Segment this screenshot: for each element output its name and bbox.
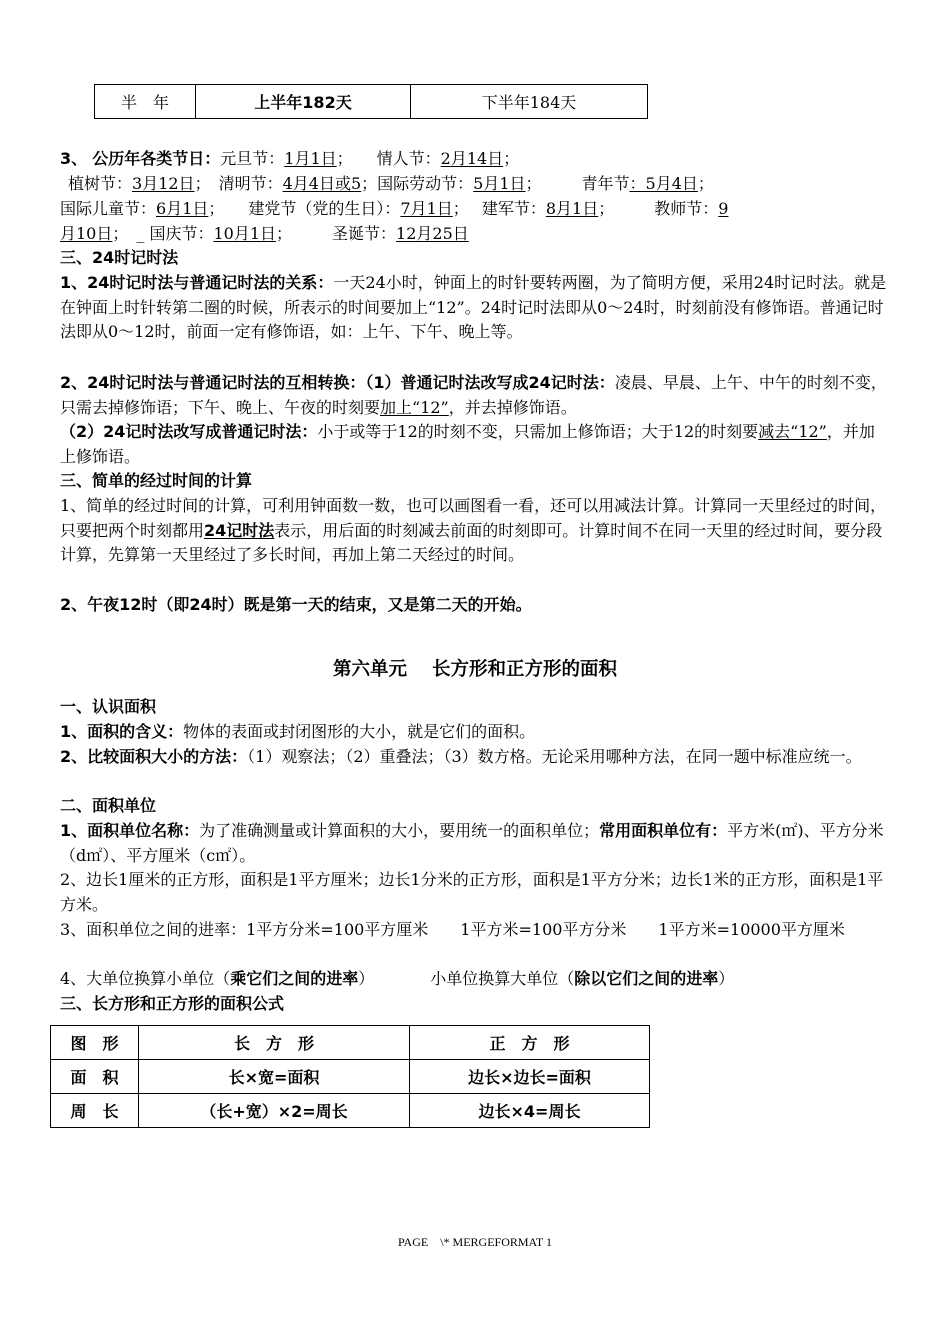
para-text: ，并去掉修饰语。 xyxy=(448,397,577,417)
para-text: 为了准确测量或计算面积的大小，要用统一的面积单位； xyxy=(199,821,600,840)
date: 月10日 xyxy=(60,224,113,243)
date: 7月1日 xyxy=(400,199,453,218)
para-title: 2、24时记时法与普通记时法的互相转换：（1）普通记时法改写成24记时法： xyxy=(60,373,615,392)
date: 1月1日 xyxy=(284,149,337,168)
date: ：5月4日 xyxy=(629,174,698,193)
row-label-area: 面 积 xyxy=(51,1060,139,1094)
formula-header-shape: 图 形 xyxy=(51,1026,139,1060)
holidays-line-1 xyxy=(60,147,888,172)
txt: ； _ 国庆节： xyxy=(112,224,214,243)
unit6-s2-p3: 3、面积单位之间的进率：1平方分米=100平方厘米 1平方米=100平方分米 1平方米=10000平方厘米 xyxy=(60,920,845,939)
date: 10月1日 xyxy=(213,224,277,243)
para-text: 一天24小时，钟面上的时针要转两圈，为了简明方便，采用24时记时法。就是在钟面上时针转第二圈的时候，所表示的时间要加上“12”。24时记时法即从0～24时，时刻前没有修饰语。普通记时法即从0～12时，前面一定有修饰语，如：上午、下午、晚上等。 xyxy=(60,273,887,341)
date: 5月1日 xyxy=(473,174,526,193)
holidays-line-4 xyxy=(60,222,888,247)
section-24h-p1 xyxy=(60,271,888,345)
holidays-num: 3、 xyxy=(60,149,88,168)
date: 6月1日 xyxy=(156,199,209,218)
para-title: 2、比较面积大小的方法： xyxy=(60,747,248,766)
para-text: 1、简单的经过时间的计算，可利用钟面数一数，也可以画图看一看，还可以用减法计算。计算同一天里经过的时间，只要把两个时刻都用 xyxy=(60,496,887,540)
table-row xyxy=(51,1094,650,1128)
cell-half-year: 半 年 xyxy=(95,85,196,119)
holidays-title: 公历年各类节日： xyxy=(92,149,221,168)
unit6-s1-title: 一、认识面积 xyxy=(60,697,157,716)
para-underline: 减去“12” xyxy=(758,422,827,441)
date: 3月12日 xyxy=(132,174,195,193)
para-title: 1、面积单位名称： xyxy=(60,821,200,840)
txt: ； 建军节： xyxy=(452,199,546,218)
square-perimeter-formula: 边长×4=周长 xyxy=(410,1094,650,1128)
cell-second-half: 下半年184天 xyxy=(411,85,648,119)
txt: ； 青年节 xyxy=(525,174,630,193)
formula-header-rect: 长 方 形 xyxy=(139,1026,410,1060)
section-24h-title: 三、24时记时法 xyxy=(60,248,179,267)
txt: 元旦节： xyxy=(220,149,285,168)
section-elapsed-p2: 2、午夜12时（即24时）既是第一天的结束，又是第二天的开始。 xyxy=(60,595,532,614)
rect-area-formula: 长×宽=面积 xyxy=(139,1060,410,1094)
para-bold: 除以它们之间的进率 xyxy=(574,969,719,988)
unit6-s2-p1 xyxy=(60,819,888,868)
para-text: 4、大单位换算小单位（ xyxy=(60,969,231,988)
page-footer: PAGE \* MERGEFORMAT 1 xyxy=(397,1235,553,1249)
para-underline: 加上“12” xyxy=(380,397,449,417)
table-row xyxy=(51,1060,650,1094)
date: 9 xyxy=(718,199,729,218)
txt: ； xyxy=(503,149,520,168)
date: 4月4日或5 xyxy=(282,174,362,193)
holidays-line-2 xyxy=(68,172,896,197)
para-title: 常用面积单位有： xyxy=(599,821,728,840)
para-text: ，并加上修饰语。 xyxy=(60,422,875,466)
section-elapsed-title: 三、简单的经过时间的计算 xyxy=(60,471,253,490)
formula-table xyxy=(50,1025,650,1128)
para-text: 表示，用后面的时刻减去前面的时刻即可。计算时间不在同一天里的经过时间，要分段计算，先算第一天里经过了多长时间，再加上第二天经过的时间。 xyxy=(60,520,883,564)
unit6-s3-title: 三、长方形和正方形的面积公式 xyxy=(60,994,285,1013)
txt: ； 圣诞节： xyxy=(276,224,397,243)
square-area-formula: 边长×边长=面积 xyxy=(410,1060,650,1094)
holidays-line-3 xyxy=(60,197,888,222)
para-text: 凌晨、早晨、上午、中午的时刻不变，只需去掉修饰语；下午、晚上、午夜的时刻要 xyxy=(60,373,887,417)
para-text: ） 小单位换算大单位（ xyxy=(358,969,575,988)
txt: ； 清明节： xyxy=(194,174,283,193)
unit6-s2-title: 二、面积单位 xyxy=(60,796,157,815)
date: 8月1日 xyxy=(545,199,599,218)
rect-perimeter-formula: （长+宽）×2=周长 xyxy=(139,1094,410,1128)
para-text: 平方米(㎡)、平方分米（d㎡）、平方厘米（c㎡）。 xyxy=(60,821,884,865)
txt: 国际儿童节： xyxy=(60,199,157,218)
section-24h-p3 xyxy=(60,420,888,469)
unit6-s2-p2: 2、边长1厘米的正方形，面积是1平方厘米；边长1分米的正方形，面积是1平方分米；边长1米的正方形，面积是1平方米。 xyxy=(60,870,884,914)
para-title: 1、24时记时法与普通记时法的关系： xyxy=(60,273,334,292)
unit6-s2-p4 xyxy=(60,967,888,992)
txt: 植树节： xyxy=(68,174,133,193)
date: 12月25日 xyxy=(396,224,469,243)
date: 2月14日 xyxy=(440,149,504,168)
unit6-s1-p2 xyxy=(60,745,888,770)
para-title: 1、面积的含义： xyxy=(60,722,184,741)
para-title: （2）24记时法改写成普通记时法： xyxy=(60,422,318,441)
txt: ；国际劳动节： xyxy=(361,174,474,193)
txt: ； xyxy=(697,174,714,193)
para-underline: 24记时法 xyxy=(204,520,275,540)
txt: ； 教师节： xyxy=(598,199,719,218)
section-24h-p2 xyxy=(60,371,888,420)
cell-first-half: 上半年182天 xyxy=(196,85,411,119)
para-text: （1）观察法；（2）重叠法；（3）数方格。无论采用哪种方法，在同一题中标准应统一。 xyxy=(247,747,862,766)
para-text: 物体的表面或封闭图形的大小，就是它们的面积。 xyxy=(183,722,536,741)
section-elapsed-p1 xyxy=(60,494,888,568)
row-label-perimeter: 周 长 xyxy=(51,1094,139,1128)
para-bold: 乘它们之间的进率 xyxy=(230,969,359,988)
txt: ； 情人节： xyxy=(336,149,441,168)
para-text: ） xyxy=(718,969,735,988)
unit6-title: 第六单元 长方形和正方形的面积 xyxy=(333,659,617,680)
semester-table xyxy=(94,84,648,119)
para-text: 小于或等于12的时刻不变，只需加上修饰语；大于12的时刻要 xyxy=(317,422,759,441)
unit6-s1-p1 xyxy=(60,720,888,745)
formula-header-square: 正 方 形 xyxy=(410,1026,650,1060)
txt: ； 建党节（党的生日）： xyxy=(208,199,401,218)
